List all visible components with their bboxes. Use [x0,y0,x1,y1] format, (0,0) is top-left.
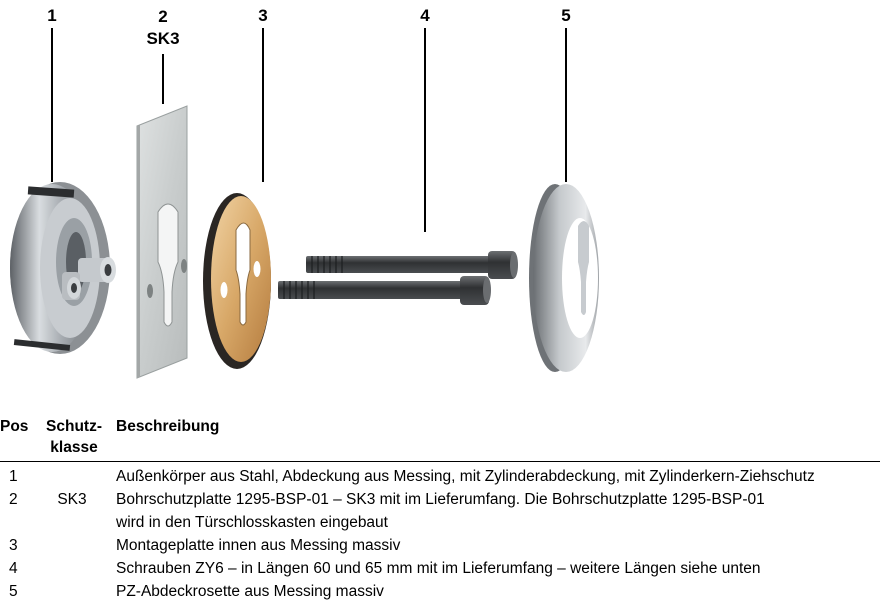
callout-3 [243,6,283,26]
row-description-line1: Bohrschutzplatte 1295-BSP-01 – SK3 mit im Lieferumfang. Die Bohrschutzplatte 1295-BSP-01 [116,491,765,508]
header-pos: Pos [0,418,29,435]
part-4-screws [278,251,518,305]
row-description [116,488,876,534]
row-description-line2: wird in den Türschlosskasten eingebaut [116,514,388,531]
row-pos: 4 [9,560,18,577]
part-5-cover-rosette [529,184,599,372]
callout-1-number: 1 [47,6,57,25]
table-row [0,488,880,534]
row-pos: 2 [9,491,18,508]
callout-5-number: 5 [561,6,571,25]
row-pos: 3 [9,537,18,554]
header-rule [0,461,880,462]
table-row [0,465,880,488]
callout-5 [546,6,586,26]
row-description: PZ-Abdeckrosette aus Messing massiv [116,583,384,600]
leader-lines [52,28,566,232]
header-protection-class-line2: klasse [50,439,98,456]
part-1-outer-body [10,182,116,354]
callout-2-class-label: SK3 [146,29,180,48]
table-header [0,412,880,460]
callout-2-number: 2 [158,7,168,26]
row-pos: 1 [9,468,18,485]
row-class: SK3 [57,491,87,508]
callout-4 [405,6,445,26]
header-protection-class [42,416,106,458]
callout-3-number: 3 [258,6,268,25]
callout-1 [32,6,72,26]
row-description: Außenkörper aus Stahl, Abdeckung aus Messing, mit Zylinderabdeckung, mit Zylinderkern-Ziehschutz [116,468,815,485]
table-row [0,557,880,580]
row-description: Schrauben ZY6 – in Längen 60 und 65 mm mit im Lieferumfang – weitere Längen siehe unten [116,560,761,577]
part-2-protection-plate [137,106,187,378]
row-pos: 5 [9,583,18,600]
parts-table [0,412,880,600]
row-description: Montageplatte innen aus Messing massiv [116,537,401,554]
header-description: Beschreibung [116,418,220,435]
part-3-brass-plate [203,193,271,369]
table-row [0,534,880,557]
callout-2 [143,6,183,50]
header-protection-class-line1: Schutz- [46,418,102,435]
table-body [0,465,880,603]
callout-4-number: 4 [420,6,430,25]
table-row [0,580,880,603]
